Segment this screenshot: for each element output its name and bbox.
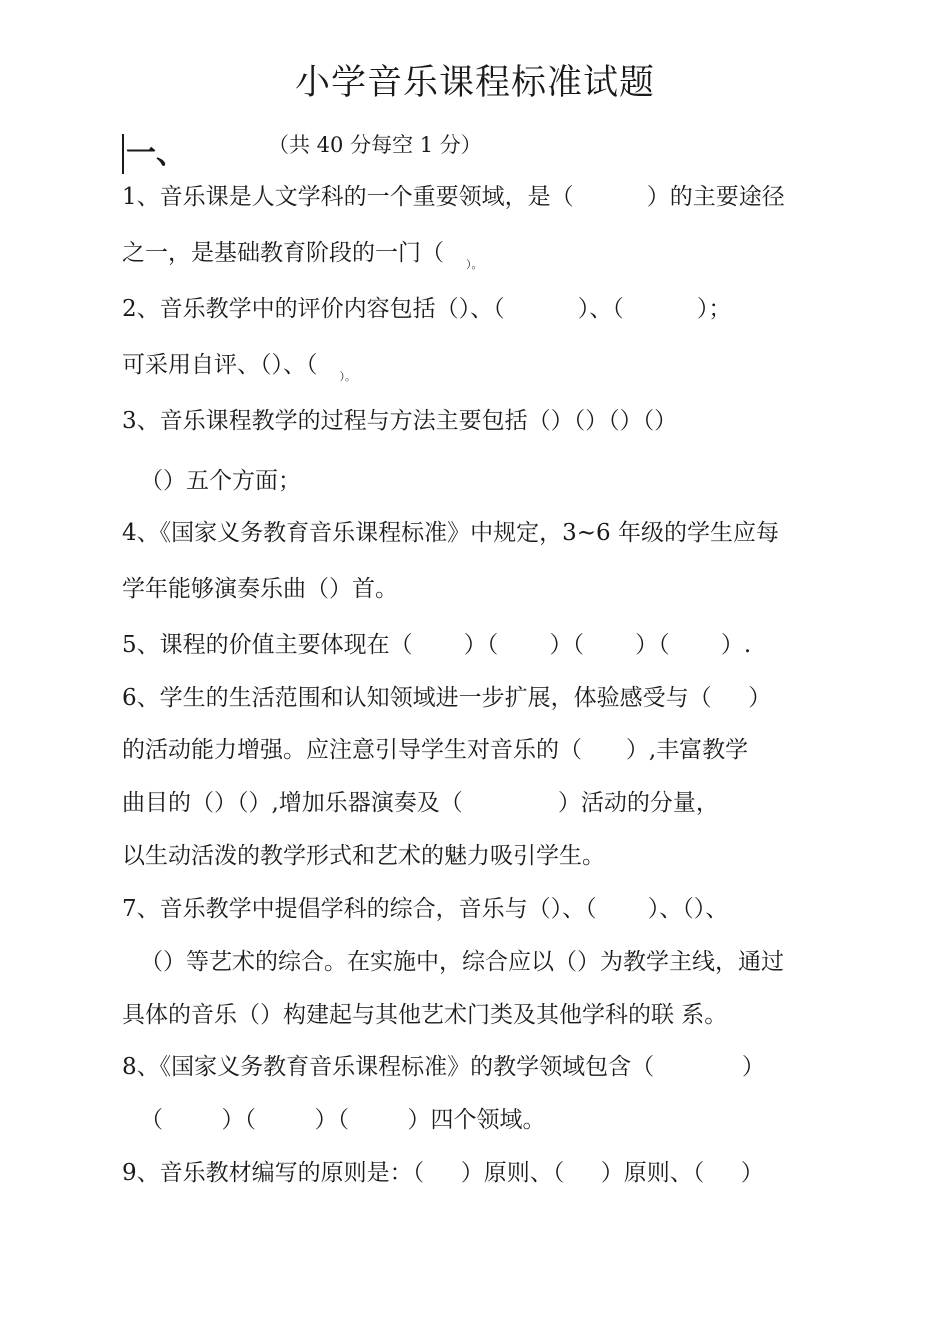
question-line: 7、音乐教学中提倡学科的综合，音乐与（）、（ ）、（）、 [122, 896, 729, 922]
section-marker: 一、 [122, 134, 186, 174]
page-title: 小学音乐课程标准试题 [294, 63, 655, 103]
question-line: 6、学生的生活范围和认知领域进一步扩展，体验感受与（ ） [122, 685, 772, 711]
question-line: 具体的音乐（）构建起与其他艺术门类及其他学科的联 系。 [122, 1002, 728, 1028]
question-line: 4、《国家义务教育音乐课程标准》中规定，3~6 年级的学生应每 [122, 520, 779, 546]
question-line: 5、课程的价值主要体现在（ ）（ ）（ ）（ ）. [122, 632, 752, 658]
question-line: （）等艺术的综合。在实施中，综合应以（）为教学主线，通过 [140, 949, 784, 975]
question-line: （）五个方面； [140, 468, 301, 494]
question-line: 之一，是基础教育阶段的一门（ $_{)。}$ [122, 240, 483, 271]
question-line: 的活动能力增强。应注意引导学生对音乐的（ ）,丰富教学 [122, 737, 749, 763]
question-line: 8、《国家义务教育音乐课程标准》的教学领域包含（ ） [122, 1054, 765, 1080]
question-line: 9、音乐教材编写的原则是：（ ）原则、（ ）原则、（ ） [122, 1160, 764, 1186]
question-line: （ ）（ ）（ ）四个领域。 [140, 1107, 546, 1133]
question-line: 2、音乐教学中的评价内容包括（）、（ ）、（ ）； [122, 296, 732, 322]
question-line: 以生动活泼的教学形式和艺术的魅力吸引学生。 [122, 843, 605, 869]
question-line: 可采用自评、（）、（ $_{)。}$ [122, 352, 356, 383]
question-line: 学年能够演奏乐曲（）首。 [122, 576, 398, 602]
question-line: 1、音乐课是人文学科的一个重要领域，是（ ）的主要途径 [122, 184, 785, 210]
question-line: 曲目的（）（）,增加乐器演奏及（ ）活动的分量， [122, 790, 719, 816]
question-line: 3、音乐课程教学的过程与方法主要包括（）（）（）（） [122, 408, 678, 434]
section-note: （共 40 分每空 1 分） [268, 133, 482, 157]
